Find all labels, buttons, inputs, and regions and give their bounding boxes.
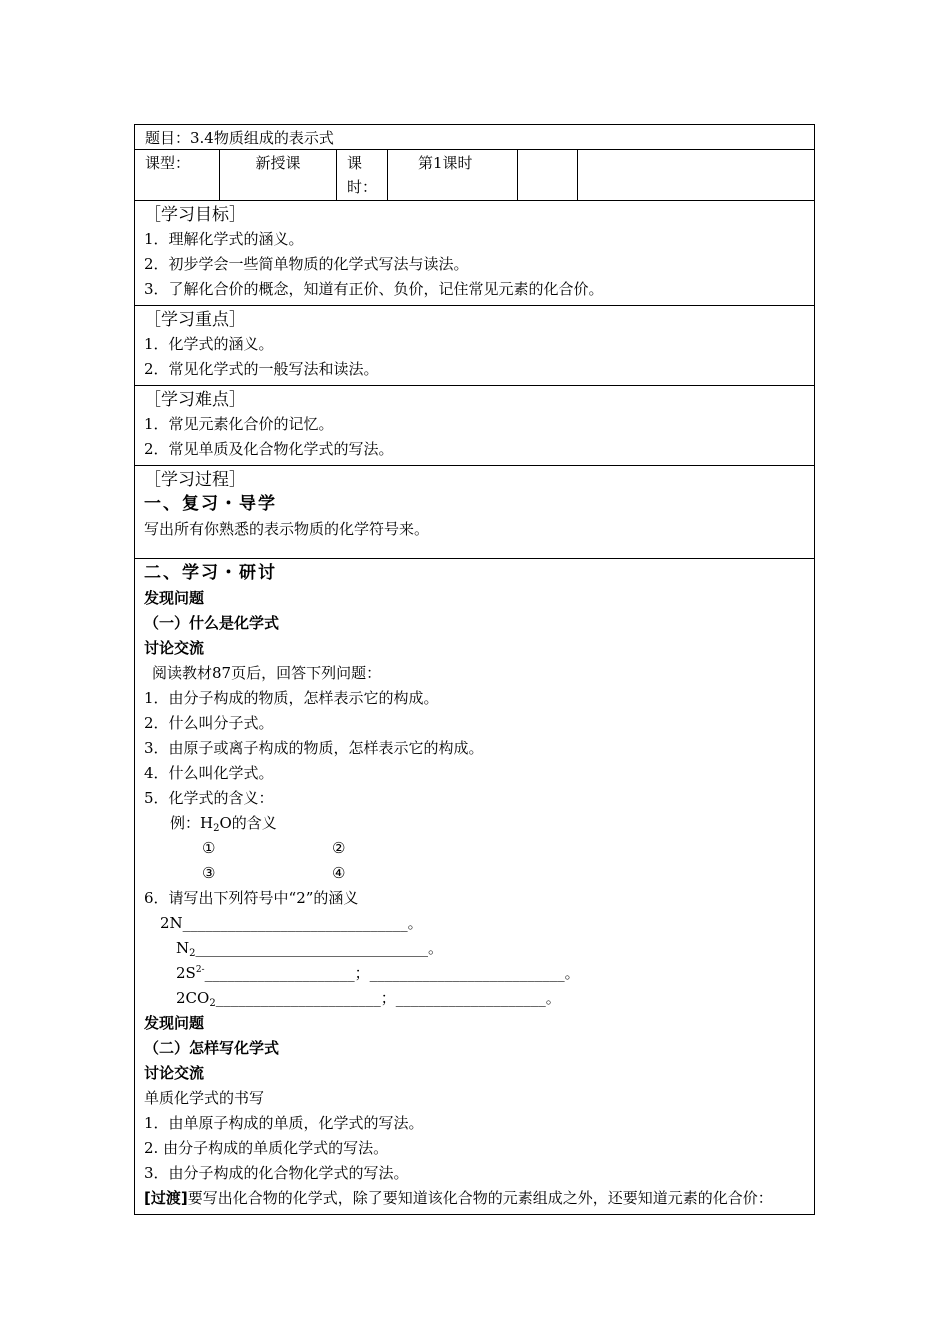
discover-heading: 发现问题 xyxy=(144,1014,205,1032)
transition-paragraph xyxy=(144,1186,814,1211)
key-point-item: 1．化学式的涵义。 xyxy=(144,335,274,353)
part2-title: 二、学习・研讨 xyxy=(144,563,277,583)
meaning-blanks-row xyxy=(144,861,814,886)
objective-item: 1．理解化学式的涵义。 xyxy=(144,230,304,248)
difficulty-item: 2．常见单质及化合物化学式的写法。 xyxy=(144,440,394,458)
circled-number: ① xyxy=(202,839,216,857)
symbol-blank-2n: 2N______________________________。 xyxy=(160,914,423,932)
circled-number: ② xyxy=(332,839,346,857)
subsection-heading: （一）什么是化学式 xyxy=(144,614,280,632)
lesson-type-label: 课型： xyxy=(135,150,220,200)
lesson-meta-row xyxy=(135,150,814,201)
simple-formula-title: 单质化学式的书写 xyxy=(144,1089,265,1107)
lesson-period-value: 第1课时 xyxy=(388,150,518,200)
key-points-heading: ［学习重点］ xyxy=(144,310,246,330)
meaning-blanks-row xyxy=(144,836,814,861)
circled-number: ④ xyxy=(332,864,346,882)
symbol-blank-2s: $2S^{2-}\_\_\_\_\_\_\_\_\_\_\_\_\_\_\_\_\_\_\_\_$；__________________________。 xyxy=(176,964,580,982)
transition-label: [过渡] xyxy=(144,1189,188,1207)
blank-cell xyxy=(518,150,578,200)
difficulties-section xyxy=(135,386,814,466)
key-point-item: 2．常见化学式的一般写法和读法。 xyxy=(144,360,379,378)
objectives-heading: ［学习目标］ xyxy=(144,205,246,225)
question-item: 6．请写出下列符号中“2”的涵义 xyxy=(144,889,359,907)
part1-text: 写出所有你熟悉的表示物质的化学符号来。 xyxy=(144,520,430,538)
subsection-heading: （二）怎样写化学式 xyxy=(144,1039,280,1057)
lesson-period-label: 课时： xyxy=(337,150,388,200)
writing-item: 2. 由分子构成的单质化学式的写法。 xyxy=(144,1139,389,1157)
writing-item: 3．由分子构成的化合物化学式的写法。 xyxy=(144,1164,409,1182)
discover-heading: 发现问题 xyxy=(144,589,205,607)
question-item: 3．由原子或离子构成的物质，怎样表示它的构成。 xyxy=(144,739,484,757)
question-item: 5．化学式的含义： xyxy=(144,789,274,807)
difficulties-heading: ［学习难点］ xyxy=(144,390,246,410)
discuss-heading: 讨论交流 xyxy=(144,639,205,657)
lesson-plan-table xyxy=(134,124,815,1215)
process-section xyxy=(135,466,814,559)
symbol-blank-2co2: $2CO_2\_\_\_\_\_\_\_\_\_\_\_\_\_\_\_\_\_\_\_\_\_\_$；____________________。 xyxy=(176,989,561,1009)
lesson-title: 题目：3.4物质组成的表示式 xyxy=(135,125,814,150)
question-item: 4．什么叫化学式。 xyxy=(144,764,274,782)
key-points-section xyxy=(135,306,814,386)
study-section xyxy=(135,559,814,1214)
transition-text: 要写出化合物的化学式，除了要知道该化合物的元素组成之外，还要知道元素的化合价： xyxy=(187,1189,773,1207)
symbol-blank-n2: $N_2\_\_\_\_\_\_\_\_\_\_\_\_\_\_\_\_\_\_\_\_\_\_\_\_\_\_\_\_\_\_\_$。 xyxy=(176,939,444,959)
question-item: 1．由分子构成的物质，怎样表示它的构成。 xyxy=(144,689,439,707)
difficulty-item: 1．常见元素化合价的记忆。 xyxy=(144,415,334,433)
objective-item: 3．了解化合价的概念，知道有正价、负价，记住常见元素的化合价。 xyxy=(144,280,604,298)
part1-title: 一、复习・导学 xyxy=(144,494,277,514)
objective-item: 2．初步学会一些简单物质的化学式写法与读法。 xyxy=(144,255,469,273)
discuss-heading: 讨论交流 xyxy=(144,1064,205,1082)
example-line: 例：$H_2O$的含义 xyxy=(170,814,277,834)
process-heading: ［学习过程］ xyxy=(144,470,246,490)
writing-item: 1．由单原子构成的单质，化学式的写法。 xyxy=(144,1114,424,1132)
circled-number: ③ xyxy=(202,864,216,882)
objectives-section xyxy=(135,201,814,306)
blank-cell xyxy=(578,150,814,200)
lesson-type-value: 新授课 xyxy=(220,150,337,200)
reading-instruction: 阅读教材87页后，回答下列问题： xyxy=(152,664,382,682)
question-item: 2．什么叫分子式。 xyxy=(144,714,274,732)
